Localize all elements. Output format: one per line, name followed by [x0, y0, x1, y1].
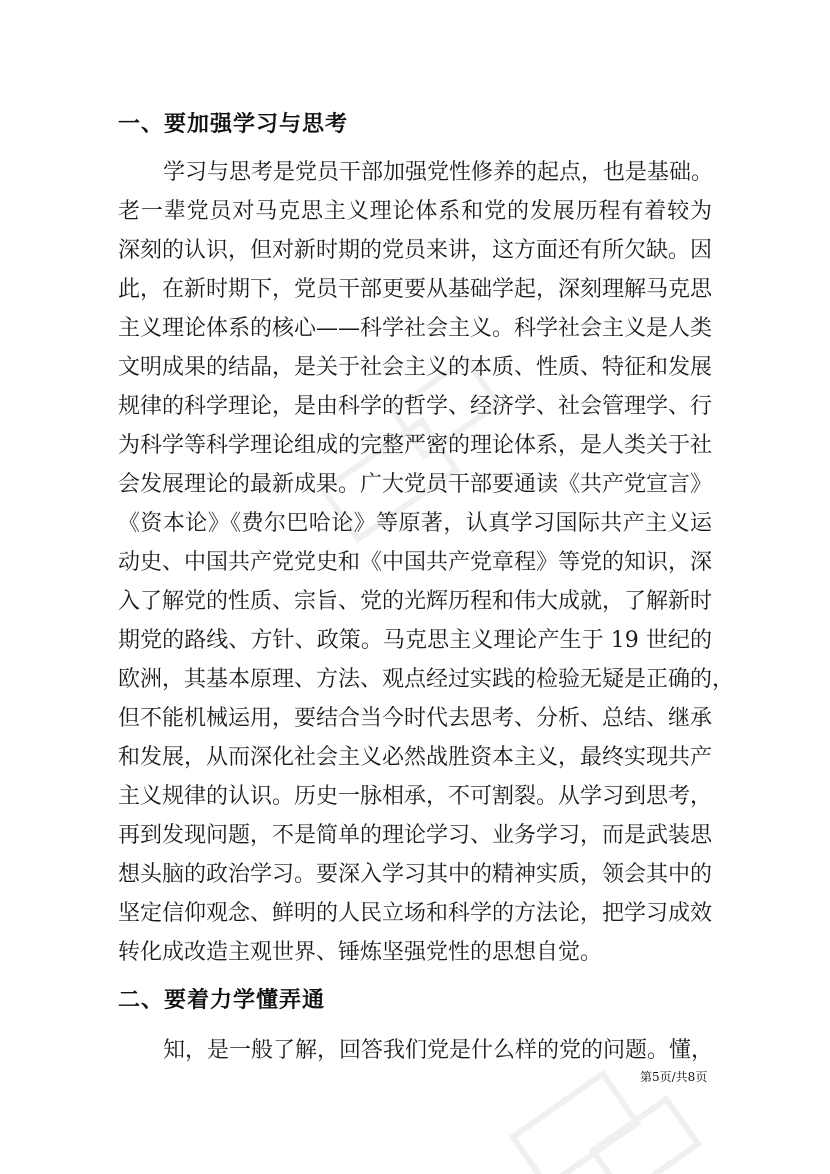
paragraph-line: 和发展，从而深化社会主义必然战胜资本主义，最终实现共产: [118, 745, 713, 770]
paragraph-line: 《资本论》《费尔巴哈论》等原著，认真学习国际共产主义运: [118, 511, 712, 536]
paragraph-line: 此，在新时期下，党员干部更要从基础学起，深刻理解马克思: [118, 277, 713, 302]
watermark-bottom: [513, 1074, 698, 1174]
paragraph-line: 会发展理论的最新成果。广大党员干部要通读《共产党宣言》: [118, 472, 713, 497]
paragraph-line: 动史、中国共产党党史和《中国共产党章程》等党的知识，深: [118, 550, 713, 575]
paragraph-line: 主义规律的认识。历史一脉相承，不可割裂。从学习到思考，: [118, 784, 713, 809]
paragraph-line: 学习与思考是党员干部加强党性修养的起点，也是基础。: [163, 160, 714, 185]
paragraph-line: 欧洲，其基本原理、方法、观点经过实践的检验无疑是正确的，: [118, 667, 735, 692]
paragraph-line: 文明成果的结晶，是关于社会主义的本质、性质、特征和发展: [118, 355, 713, 380]
paragraph-line: 但不能机械运用，要结合当今时代去思考、分析、总结、继承: [118, 706, 713, 731]
paragraph-line: 入了解党的性质、宗旨、党的光辉历程和伟大成就，了解新时: [118, 589, 713, 614]
paragraph-line: 期党的路线、方针、政策。马克思主义理论产生于 19 世纪的: [118, 628, 712, 653]
paragraph-line: 转化成改造主观世界、锤炼坚强党性的思想自觉。: [118, 940, 603, 965]
paragraph-line: 想头脑的政治学习。要深入学习其中的精神实质，领会其中的: [118, 862, 713, 887]
paragraph-line: 再到发现问题，不是简单的理论学习、业务学习，而是武装思: [118, 823, 713, 848]
paragraph-line: 老一辈党员对马克思主义理论体系和党的发展历程有着较为: [118, 199, 712, 224]
paragraph-line: 知，是一般了解，回答我们党是什么样的党的问题。懂，: [163, 1038, 714, 1063]
paragraph-line: 规律的科学理论，是由科学的哲学、经济学、社会管理学、行: [118, 394, 713, 419]
paragraph-line: 为科学等科学理论组成的完整严密的理论体系，是人类关于社: [118, 433, 713, 458]
section-1-heading: 一、要加强学习与思考: [118, 112, 349, 137]
paragraph-line: 坚定信仰观念、鲜明的人民立场和科学的方法论，把学习成效: [118, 901, 713, 926]
section-2-heading: 二、要着力学懂弄通: [118, 988, 326, 1013]
paragraph-line: 主义理论体系的核心——科学社会主义。科学社会主义是人类: [118, 316, 713, 341]
paragraph-line: 深刻的认识，但对新时期的党员来讲，这方面还有所欠缺。因: [118, 238, 713, 263]
page-number: 第5页/共8页: [640, 1070, 708, 1084]
